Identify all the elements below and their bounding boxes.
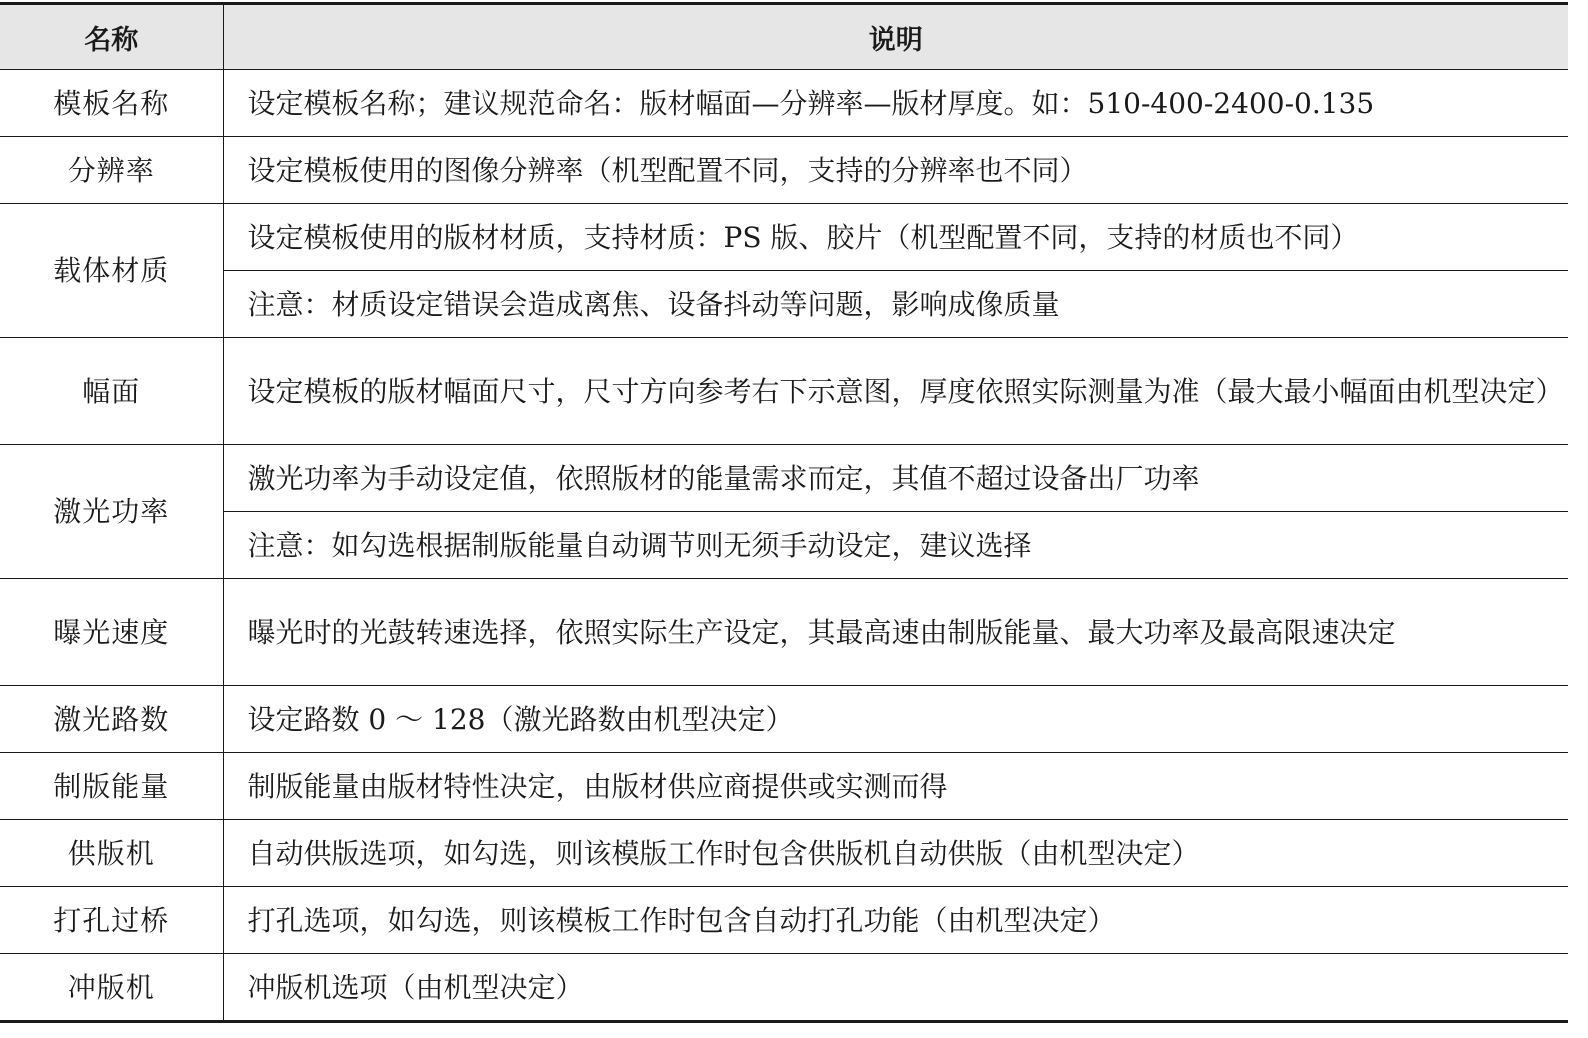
row-description-cell: 打孔选项，如勾选，则该模板工作时包含自动打孔功能（由机型决定） [223, 887, 1568, 954]
row-name-cell: 冲版机 [0, 954, 223, 1022]
table-header-row [0, 4, 1568, 70]
table-row [0, 445, 1568, 512]
table-row [0, 579, 1568, 686]
row-name-cell: 载体材质 [0, 204, 223, 338]
row-name-cell: 曝光速度 [0, 579, 223, 686]
column-header-name: 名称 [0, 4, 223, 70]
table-subrow [0, 271, 1568, 338]
row-description-cell: 曝光时的光鼓转速选择，依照实际生产设定，其最高速由制版能量、最大功率及最高限速决定 [223, 579, 1568, 686]
row-name-cell: 供版机 [0, 820, 223, 887]
row-description-cell: 设定模板使用的图像分辨率（机型配置不同，支持的分辨率也不同） [223, 137, 1568, 204]
row-name-cell: 幅面 [0, 338, 223, 445]
table-row [0, 954, 1568, 1022]
row-name-cell: 激光路数 [0, 686, 223, 753]
row-description-cell: 设定模板使用的版材材质，支持材质：PS 版、胶片（机型配置不同，支持的材质也不同） [223, 204, 1568, 271]
row-note-cell: 注意：如勾选根据制版能量自动调节则无须手动设定，建议选择 [223, 512, 1568, 579]
column-header-description: 说明 [223, 4, 1568, 70]
row-description-cell: 自动供版选项，如勾选，则该模版工作时包含供版机自动供版（由机型决定） [223, 820, 1568, 887]
table-row [0, 137, 1568, 204]
row-name-cell: 制版能量 [0, 753, 223, 820]
spec-table [0, 2, 1568, 1023]
table-row [0, 686, 1568, 753]
row-description-cell: 设定模板的版材幅面尺寸，尺寸方向参考右下示意图，厚度依照实际测量为准（最大最小幅面由机型决定） [223, 338, 1568, 445]
table-subrow [0, 512, 1568, 579]
row-description-cell: 激光功率为手动设定值，依照版材的能量需求而定，其值不超过设备出厂功率 [223, 445, 1568, 512]
row-name-cell: 分辨率 [0, 137, 223, 204]
table-row [0, 70, 1568, 137]
row-name-cell: 打孔过桥 [0, 887, 223, 954]
document-page [0, 2, 1568, 1023]
row-name-cell: 模板名称 [0, 70, 223, 137]
row-description-cell: 制版能量由版材特性决定，由版材供应商提供或实测而得 [223, 753, 1568, 820]
row-note-cell: 注意：材质设定错误会造成离焦、设备抖动等问题，影响成像质量 [223, 271, 1568, 338]
table-row [0, 338, 1568, 445]
row-description-cell: 冲版机选项（由机型决定） [223, 954, 1568, 1022]
row-name-cell: 激光功率 [0, 445, 223, 579]
table-row [0, 887, 1568, 954]
table-row [0, 753, 1568, 820]
row-description-cell: 设定路数 0 ～ 128（激光路数由机型决定） [223, 686, 1568, 753]
row-description-cell: 设定模板名称；建议规范命名：版材幅面—分辨率—版材厚度。如：510-400-2400-0.135 [223, 70, 1568, 137]
table-row [0, 204, 1568, 271]
table-row [0, 820, 1568, 887]
